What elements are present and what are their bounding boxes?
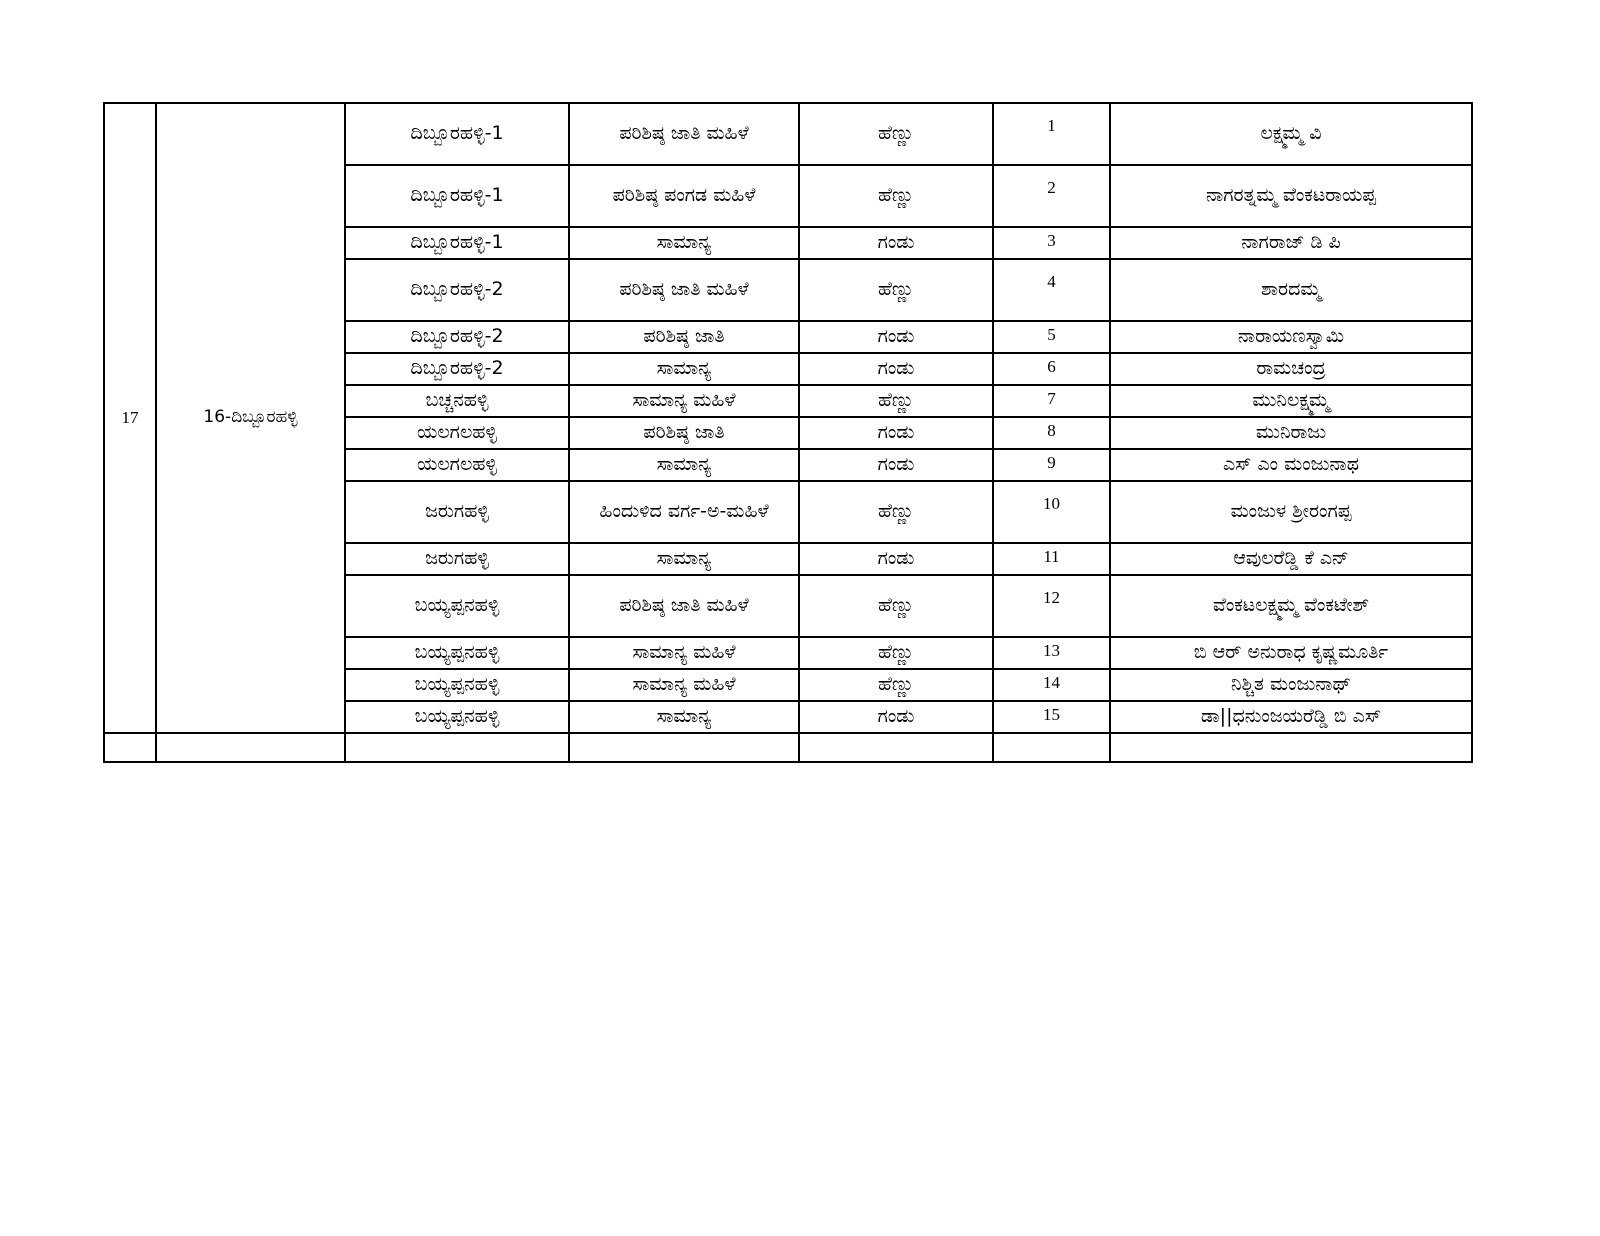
member-name-cell: ನಾಗರತ್ನಮ್ಮ ವೆಂಕಟರಾಯಪ್ಪ xyxy=(1110,165,1472,227)
member-number-cell: 3 xyxy=(993,227,1110,259)
village-cell: ದಿಬ್ಬೂರಹಳ್ಳಿ-2 xyxy=(345,259,569,321)
category-cell: ಸಾಮಾನ್ಯ ಮಹಿಳೆ xyxy=(569,669,799,701)
village-cell: ಜರುಗಹಳ್ಳಿ xyxy=(345,481,569,543)
member-number-cell: 10 xyxy=(993,481,1110,543)
member-number-cell: 14 xyxy=(993,669,1110,701)
category-cell: ಸಾಮಾನ್ಯ ಮಹಿಳೆ xyxy=(569,385,799,417)
member-number-cell: 11 xyxy=(993,543,1110,575)
empty-cell xyxy=(104,733,156,762)
empty-cell xyxy=(993,733,1110,762)
category-cell: ಸಾಮಾನ್ಯ ಮಹಿಳೆ xyxy=(569,637,799,669)
category-cell: ಪರಿಶಿಷ್ಠ ಜಾತಿ ಮಹಿಳೆ xyxy=(569,103,799,165)
village-cell: ಯಲಗಲಹಳ್ಳಿ xyxy=(345,417,569,449)
gender-cell: ಗಂಡು xyxy=(799,353,993,385)
member-name-cell: ಮುನಿರಾಜು xyxy=(1110,417,1472,449)
member-name-cell: ಲಕ್ಷ್ಮಮ್ಮ ವಿ xyxy=(1110,103,1472,165)
category-cell: ಹಿಂದುಳಿದ ವರ್ಗ-ಅ-ಮಹಿಳೆ xyxy=(569,481,799,543)
village-cell: ಯಲಗಲಹಳ್ಳಿ xyxy=(345,449,569,481)
member-name-cell: ನಿಶ್ಚಿತ ಮಂಜುನಾಥ್ xyxy=(1110,669,1472,701)
gender-cell: ಗಂಡು xyxy=(799,701,993,733)
village-cell: ಬಚ್ಚನಹಳ್ಳಿ xyxy=(345,385,569,417)
member-name-cell: ಡಾ||ಧನುಂಜಯರೆಡ್ಡಿ ಬಿ ಎಸ್ xyxy=(1110,701,1472,733)
village-cell: ದಿಬ್ಬೂರಹಳ್ಳಿ-1 xyxy=(345,227,569,259)
member-name-cell: ನಾರಾಯಣಸ್ವಾಮಿ xyxy=(1110,321,1472,353)
empty-cell xyxy=(345,733,569,762)
member-name-cell: ಮಂಜುಳ ಶ್ರೀರಂಗಪ್ಪ xyxy=(1110,481,1472,543)
gender-cell: ಗಂಡು xyxy=(799,543,993,575)
member-name-cell: ಶಾರದಮ್ಮ xyxy=(1110,259,1472,321)
category-cell: ಸಾಮಾನ್ಯ xyxy=(569,701,799,733)
member-name-cell: ನಾಗರಾಜ್ ಡಿ ಪಿ xyxy=(1110,227,1472,259)
village-cell: ಬಯ್ಯಪ್ಪನಹಳ್ಳಿ xyxy=(345,701,569,733)
category-cell: ಪರಿಶಿಷ್ಠ ಜಾತಿ xyxy=(569,321,799,353)
member-name-cell: ಬಿ ಆರ್ ಅನುರಾಧ ಕೃಷ್ಣಮೂರ್ತಿ xyxy=(1110,637,1472,669)
category-cell: ಪರಿಶಿಷ್ಠ ಜಾತಿ xyxy=(569,417,799,449)
village-cell: ದಿಬ್ಬೂರಹಳ್ಳಿ-1 xyxy=(345,165,569,227)
empty-cell xyxy=(799,733,993,762)
empty-cell xyxy=(569,733,799,762)
member-number-cell: 5 xyxy=(993,321,1110,353)
member-number-cell: 12 xyxy=(993,575,1110,637)
empty-table-row xyxy=(104,733,1472,762)
village-cell: ಬಯ್ಯಪ್ಪನಹಳ್ಳಿ xyxy=(345,637,569,669)
member-number-cell: 6 xyxy=(993,353,1110,385)
category-cell: ಸಾಮಾನ್ಯ xyxy=(569,449,799,481)
document-page xyxy=(103,102,1473,763)
member-name-cell: ವೆಂಕಟಲಕ್ಷ್ಮಮ್ಮ ವೆಂಕಟೇಶ್ xyxy=(1110,575,1472,637)
village-cell: ದಿಬ್ಬೂರಹಳ್ಳಿ-2 xyxy=(345,321,569,353)
member-name-cell: ಮುನಿಲಕ್ಷ್ಮಮ್ಮ xyxy=(1110,385,1472,417)
category-cell: ಪರಿಶಿಷ್ಠ ಜಾತಿ ಮಹಿಳೆ xyxy=(569,259,799,321)
table-body xyxy=(104,103,1472,762)
village-cell: ಬಯ್ಯಪ್ಪನಹಳ್ಳಿ xyxy=(345,669,569,701)
category-cell: ಪರಿಶಿಷ್ಠ ಜಾತಿ ಮಹಿಳೆ xyxy=(569,575,799,637)
gender-cell: ಹೆಣ್ಣು xyxy=(799,103,993,165)
gender-cell: ಗಂಡು xyxy=(799,417,993,449)
member-number-cell: 13 xyxy=(993,637,1110,669)
gender-cell: ಗಂಡು xyxy=(799,449,993,481)
gender-cell: ಹೆಣ್ಣು xyxy=(799,385,993,417)
village-cell: ಬಯ್ಯಪ್ಪನಹಳ್ಳಿ xyxy=(345,575,569,637)
member-number-cell: 4 xyxy=(993,259,1110,321)
ward-name-cell: 16-ದಿಬ್ಬೂರಹಳ್ಳಿ xyxy=(156,103,345,733)
gender-cell: ಹೆಣ್ಣು xyxy=(799,481,993,543)
category-cell: ಸಾಮಾನ್ಯ xyxy=(569,543,799,575)
empty-cell xyxy=(1110,733,1472,762)
member-name-cell: ರಾಮಚಂದ್ರ xyxy=(1110,353,1472,385)
village-cell: ಜರುಗಹಳ್ಳಿ xyxy=(345,543,569,575)
table-row xyxy=(104,103,1472,165)
member-number-cell: 15 xyxy=(993,701,1110,733)
member-name-cell: ಆವುಲರೆಡ್ಡಿ ಕೆ ಎನ್ xyxy=(1110,543,1472,575)
category-cell: ಸಾಮಾನ್ಯ xyxy=(569,353,799,385)
category-cell: ಸಾಮಾನ್ಯ xyxy=(569,227,799,259)
member-name-cell: ಎಸ್ ಎಂ ಮಂಜುನಾಥ xyxy=(1110,449,1472,481)
gender-cell: ಹೆಣ್ಣು xyxy=(799,575,993,637)
gender-cell: ಹೆಣ್ಣು xyxy=(799,165,993,227)
gender-cell: ಹೆಣ್ಣು xyxy=(799,259,993,321)
gender-cell: ಹೆಣ್ಣು xyxy=(799,669,993,701)
empty-cell xyxy=(156,733,345,762)
category-cell: ಪರಿಶಿಷ್ಠ ಪಂಗಡ ಮಹಿಳೆ xyxy=(569,165,799,227)
serial-number-cell: 17 xyxy=(104,103,156,733)
member-number-cell: 7 xyxy=(993,385,1110,417)
member-number-cell: 8 xyxy=(993,417,1110,449)
member-number-cell: 1 xyxy=(993,103,1110,165)
gender-cell: ಗಂಡು xyxy=(799,321,993,353)
reservation-table xyxy=(103,102,1473,763)
member-number-cell: 9 xyxy=(993,449,1110,481)
village-cell: ದಿಬ್ಬೂರಹಳ್ಳಿ-1 xyxy=(345,103,569,165)
gender-cell: ಹೆಣ್ಣು xyxy=(799,637,993,669)
member-number-cell: 2 xyxy=(993,165,1110,227)
village-cell: ದಿಬ್ಬೂರಹಳ್ಳಿ-2 xyxy=(345,353,569,385)
gender-cell: ಗಂಡು xyxy=(799,227,993,259)
